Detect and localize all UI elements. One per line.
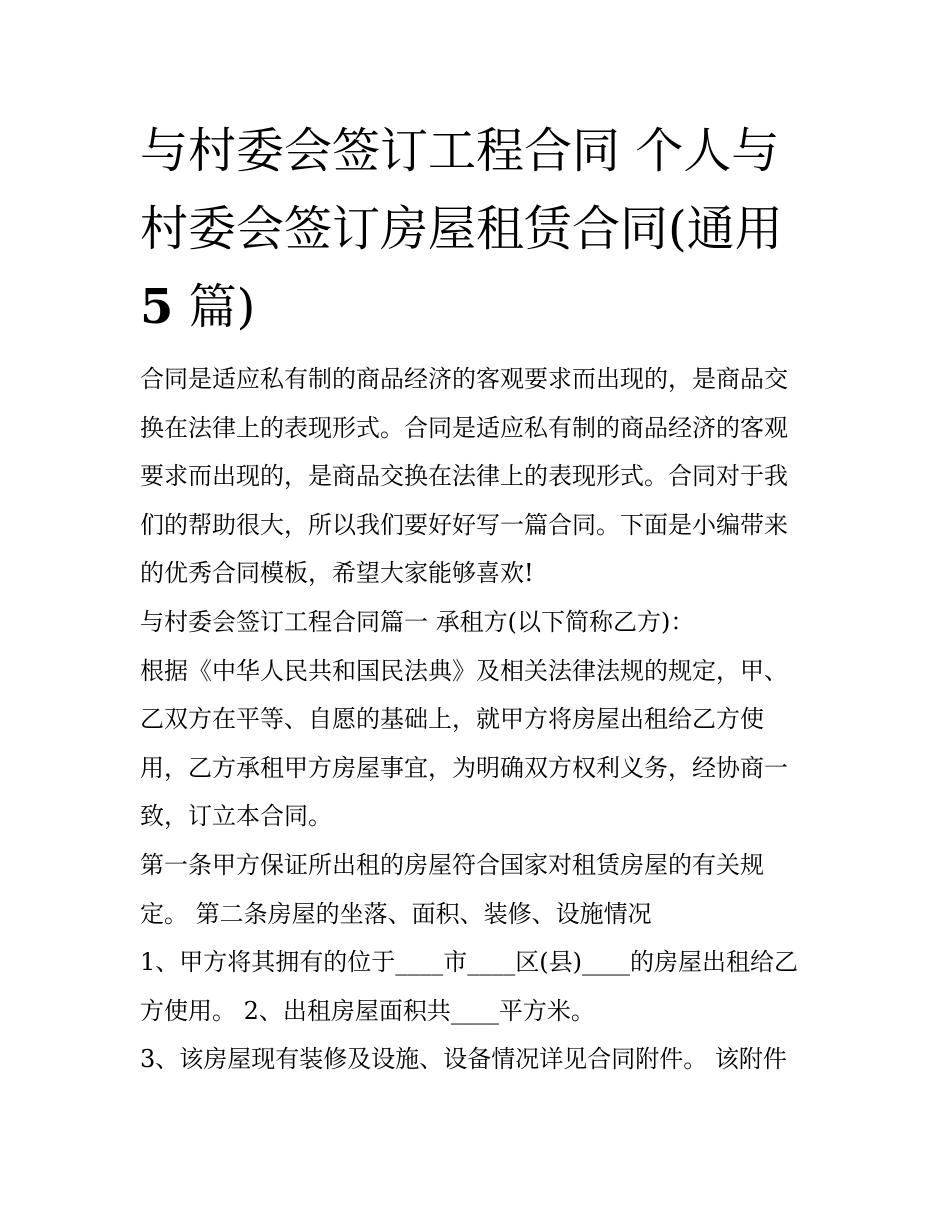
title-line-1: 与村委会签订工程合同 个人与 [140, 123, 780, 179]
text-line: 乙双方在平等、自愿的基础上，就甲方将房屋出租给乙方使 [140, 705, 764, 734]
text-line: 换在法律上的表现形式。合同是适应私有制的商品经济的客观 [140, 413, 788, 442]
text-line: 根据《中华人民共和国民法典》及相关法律法规的规定，甲、 [140, 656, 788, 685]
text-line: 用，乙方承租甲方房屋事宜，为明确双方权利义务，经协商一 [140, 753, 788, 782]
text-line: 合同是适应私有制的商品经济的客观要求而出现的，是商品交 [140, 365, 788, 393]
text-line: 要求而出现的，是商品交换在法律上的表现形式。合同对于我 [140, 462, 788, 491]
section-heading: 与村委会签订工程合同篇一 承租方(以下简称乙方)： [140, 607, 695, 636]
title-line-2: 村委会签订房屋租赁合同(通用 [140, 201, 783, 257]
text-line: 的优秀合同模板，希望大家能够喜欢! [140, 559, 534, 588]
text-line: 致，订立本合同。 [140, 802, 332, 831]
text-line: 方使用。 2、出租房屋面积共____平方米。 [140, 996, 595, 1025]
text-line: 定。 第二条房屋的坐落、面积、装修、设施情况 [140, 899, 652, 928]
title-line-3 [140, 268, 830, 346]
text-line: 们的帮助很大，所以我们要好好写一篇合同。下面是小编带来 [140, 510, 788, 539]
document-title [140, 112, 830, 346]
document-body [140, 355, 830, 1084]
text-line: 第一条甲方保证所出租的房屋符合国家对租赁房屋的有关规 [140, 850, 764, 879]
title-suffix: 篇) [173, 279, 256, 335]
text-line: 3、该房屋现有装修及设施、设备情况详见合同附件。 该附件 [140, 1045, 787, 1074]
title-number: 5 [140, 279, 174, 335]
text-line: 1、甲方将其拥有的位于____市____区(县)____的房屋出租给乙 [140, 948, 798, 977]
